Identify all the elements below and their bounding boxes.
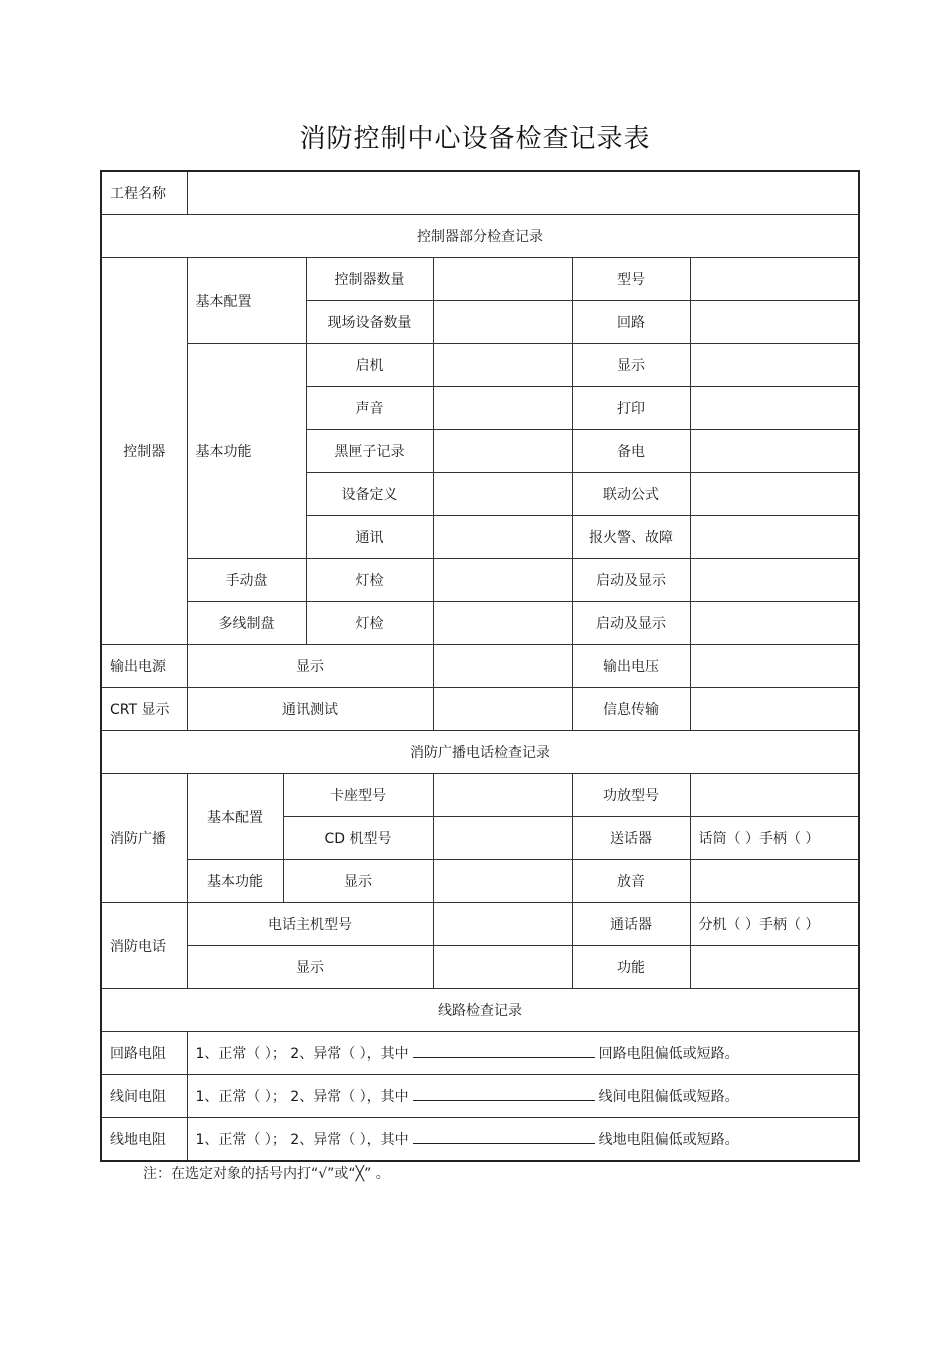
- black-box-label: 黑匣子记录: [306, 430, 433, 473]
- field-device-count-label: 现场设备数量: [306, 301, 433, 344]
- output-display-field[interactable]: [433, 645, 572, 688]
- footnote: 注：在选定对象的括号内打“√”或“╳” 。: [143, 1166, 390, 1182]
- table-row: [101, 1032, 859, 1075]
- manual-lamp-check-label: 灯检: [306, 559, 433, 602]
- controller-count-label: 控制器数量: [306, 258, 433, 301]
- sound-label: 声音: [306, 387, 433, 430]
- fire-fault-label: 报火警、故障: [572, 516, 690, 559]
- table-row: [101, 258, 859, 301]
- loop-label: 回路: [572, 301, 690, 344]
- fire-broadcast-label: 消防广播: [101, 774, 187, 903]
- output-voltage-field[interactable]: [690, 645, 859, 688]
- deck-model-field[interactable]: [433, 774, 572, 817]
- line-row-label: 回路电阻: [101, 1032, 187, 1075]
- info-transfer-field[interactable]: [690, 688, 859, 731]
- linkage-formula-label: 联动公式: [572, 473, 690, 516]
- page-title: 消防控制中心设备检查记录表: [299, 124, 651, 154]
- amp-model-label: 功放型号: [572, 774, 690, 817]
- linkage-formula-field[interactable]: [690, 473, 859, 516]
- handset-label: 通话器: [572, 903, 690, 946]
- line-row-content: [187, 1118, 859, 1162]
- output-voltage-label: 输出电压: [572, 645, 690, 688]
- table-row: [101, 688, 859, 731]
- display-label: 显示: [572, 344, 690, 387]
- project-name-label: 工程名称: [101, 171, 187, 215]
- output-display-label: 显示: [187, 645, 433, 688]
- multiline-start-display-label: 启动及显示: [572, 602, 690, 645]
- model-field[interactable]: [690, 258, 859, 301]
- project-row: [101, 171, 859, 215]
- section-broadcast: [101, 731, 859, 774]
- display-field[interactable]: [690, 344, 859, 387]
- comm-test-label: 通讯测试: [187, 688, 433, 731]
- bc-display-label: 显示: [283, 860, 433, 903]
- output-power-label: 输出电源: [101, 645, 187, 688]
- deck-model-label: 卡座型号: [283, 774, 433, 817]
- loop-field[interactable]: [690, 301, 859, 344]
- line-row-label: 线地电阻: [101, 1118, 187, 1162]
- device-def-label: 设备定义: [306, 473, 433, 516]
- table-row: [101, 344, 859, 387]
- handset-options[interactable]: 分机（ ）手柄（ ）: [690, 903, 859, 946]
- model-label: 型号: [572, 258, 690, 301]
- line-row-blank[interactable]: [413, 1043, 595, 1058]
- section-title-controller: 控制器部分检查记录: [101, 215, 859, 258]
- section-title-broadcast: 消防广播电话检查记录: [101, 731, 859, 774]
- playback-field[interactable]: [690, 860, 859, 903]
- section-controller: [101, 215, 859, 258]
- phone-host-model-label: 电话主机型号: [187, 903, 433, 946]
- line-row-suffix: 线间电阻偏低或短路。: [598, 1089, 739, 1105]
- function-field[interactable]: [690, 946, 859, 989]
- line-row-content: [187, 1032, 859, 1075]
- table-row: [101, 559, 859, 602]
- line-row-prefix: 1、正常（ ）； 2、异常（ ），其中: [195, 1132, 409, 1148]
- multiline-lamp-check-field[interactable]: [433, 602, 572, 645]
- cd-model-label: CD 机型号: [283, 817, 433, 860]
- fire-fault-field[interactable]: [690, 516, 859, 559]
- sound-field[interactable]: [433, 387, 572, 430]
- table-row: [101, 860, 859, 903]
- microphone-label: 送话器: [572, 817, 690, 860]
- phone-display-label: 显示: [187, 946, 433, 989]
- table-row: [101, 946, 859, 989]
- line-row-label: 线间电阻: [101, 1075, 187, 1118]
- table-row: [101, 903, 859, 946]
- table-row: [101, 774, 859, 817]
- comm-test-field[interactable]: [433, 688, 572, 731]
- crt-display-label: CRT 显示: [101, 688, 187, 731]
- startup-field[interactable]: [433, 344, 572, 387]
- print-label: 打印: [572, 387, 690, 430]
- table-row: [101, 602, 859, 645]
- comm-field[interactable]: [433, 516, 572, 559]
- line-row-suffix: 回路电阻偏低或短路。: [598, 1046, 739, 1062]
- multiline-start-display-field[interactable]: [690, 602, 859, 645]
- manual-start-display-field[interactable]: [690, 559, 859, 602]
- multiline-lamp-check-label: 灯检: [306, 602, 433, 645]
- startup-label: 启机: [306, 344, 433, 387]
- comm-label: 通讯: [306, 516, 433, 559]
- inspection-table: [100, 170, 860, 1162]
- controller-label: 控制器: [101, 258, 187, 645]
- table-row: [101, 1118, 859, 1162]
- mic-options[interactable]: 话筒（ ）手柄（ ）: [690, 817, 859, 860]
- line-row-prefix: 1、正常（ ）； 2、异常（ ），其中: [195, 1046, 409, 1062]
- multiline-panel-label: 多线制盘: [187, 602, 306, 645]
- amp-model-field[interactable]: [690, 774, 859, 817]
- line-row-suffix: 线地电阻偏低或短路。: [598, 1132, 739, 1148]
- device-def-field[interactable]: [433, 473, 572, 516]
- phone-host-model-field[interactable]: [433, 903, 572, 946]
- cd-model-field[interactable]: [433, 817, 572, 860]
- basic-config-label: 基本配置: [187, 258, 306, 344]
- manual-lamp-check-field[interactable]: [433, 559, 572, 602]
- fire-phone-label: 消防电话: [101, 903, 187, 989]
- line-row-blank[interactable]: [413, 1129, 595, 1144]
- field-device-count-field[interactable]: [433, 301, 572, 344]
- manual-start-display-label: 启动及显示: [572, 559, 690, 602]
- manual-panel-label: 手动盘: [187, 559, 306, 602]
- black-box-field[interactable]: [433, 430, 572, 473]
- bc-display-field[interactable]: [433, 860, 572, 903]
- function-label: 功能: [572, 946, 690, 989]
- bc-basic-config-label: 基本配置: [187, 774, 283, 860]
- table-row: [101, 645, 859, 688]
- bc-basic-function-label: 基本功能: [187, 860, 283, 903]
- table-row: [101, 1075, 859, 1118]
- controller-count-field[interactable]: [433, 258, 572, 301]
- line-row-prefix: 1、正常（ ）； 2、异常（ ），其中: [195, 1089, 409, 1105]
- info-transfer-label: 信息传输: [572, 688, 690, 731]
- section-title-line: 线路检查记录: [101, 989, 859, 1032]
- backup-power-field[interactable]: [690, 430, 859, 473]
- backup-power-label: 备电: [572, 430, 690, 473]
- line-row-blank[interactable]: [413, 1086, 595, 1101]
- phone-display-field[interactable]: [433, 946, 572, 989]
- print-field[interactable]: [690, 387, 859, 430]
- basic-function-label: 基本功能: [187, 344, 306, 559]
- project-name-field[interactable]: [187, 171, 859, 215]
- line-row-content: [187, 1075, 859, 1118]
- playback-label: 放音: [572, 860, 690, 903]
- section-line: [101, 989, 859, 1032]
